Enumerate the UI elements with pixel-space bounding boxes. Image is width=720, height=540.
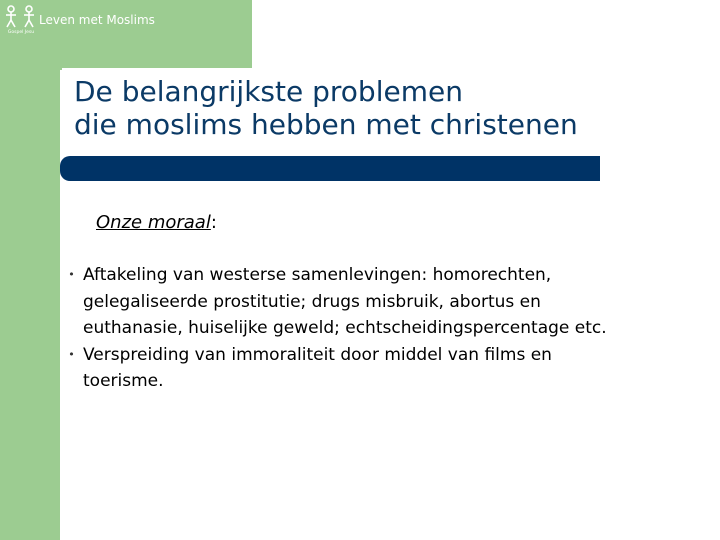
bullet-2-line-2: toerisme. xyxy=(83,371,164,391)
logo-caption: Gospel Jesu xyxy=(7,30,35,34)
title-line-1: De belangrijkste problemen xyxy=(74,75,463,108)
brand-name: Leven met Moslims xyxy=(39,13,155,27)
title-divider-bar xyxy=(60,156,600,181)
bullet-item-2 xyxy=(60,342,680,395)
bullet-1-line-2: gelegaliseerde prostitutie; drugs misbruik, abortus en xyxy=(83,291,541,312)
bullet-icon: • xyxy=(68,268,75,281)
subheading xyxy=(96,212,217,233)
subheading-underlined: Onze moraal xyxy=(96,212,211,233)
bullet-item-1 xyxy=(60,262,680,342)
left-sidebar-band xyxy=(0,0,60,540)
bullet-2-line-1: Verspreiding van immoraliteit door middel van films en xyxy=(83,344,552,365)
bullet-icon: • xyxy=(68,347,75,361)
title-line-2: die moslims hebben met christenen xyxy=(74,108,578,141)
slide-title xyxy=(74,75,578,141)
subheading-colon: : xyxy=(210,212,217,233)
stick-figures-logo-icon xyxy=(4,4,38,34)
bullet-1-line-1: Aftakeling van westerse samenlevingen: homorechten, xyxy=(83,265,552,285)
bullet-1-line-3: euthanasie, huiselijke geweld; echtscheidingspercentage etc. xyxy=(83,318,607,338)
bullet-list xyxy=(60,262,680,395)
